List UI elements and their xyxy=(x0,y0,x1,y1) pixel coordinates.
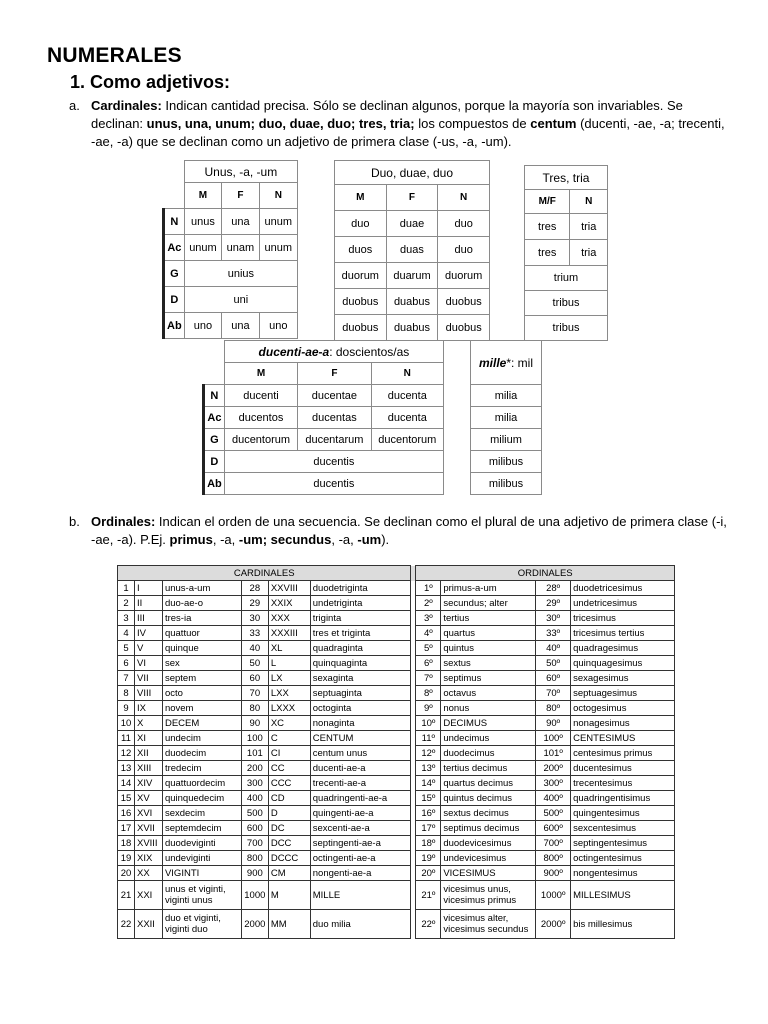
ordinales-label: Ordinales: xyxy=(91,514,156,529)
table-cell: nonaginta xyxy=(310,716,411,731)
table-cell: nongenti-ae-a xyxy=(310,866,411,881)
table-cell: duodetriginta xyxy=(310,581,411,596)
table-cell: 12 xyxy=(118,746,135,761)
table-cell: XVII xyxy=(134,821,162,836)
tres-declension-table: Tres, tria M/F N tres tria tres tria trium tribus tribus xyxy=(524,165,608,341)
table-row xyxy=(118,671,675,686)
table-cell: CM xyxy=(268,866,310,881)
table-row xyxy=(118,851,675,866)
cardinales-paragraph: a. Cardinales: Indican cantidad precisa. Sólo se declinan algunos, porque la mayoría son invariables. Se declinan: unus, una, unum; duo, duae, duo; tres, tria; los compuestos de centum (ducenti, -ae, -a; trecenti, -ae, -a) que se declinan como un adjetivo de primera clase (-us, -a, -um). xyxy=(69,98,725,149)
table-cell: 90º xyxy=(536,716,571,731)
table-cell: quinquedecim xyxy=(162,791,241,806)
table-cell: VIII xyxy=(134,686,162,701)
table-cell: X xyxy=(134,716,162,731)
table-cell: quingentesimus xyxy=(571,806,675,821)
table-cell: 16º xyxy=(416,806,441,821)
table-cell: quartus xyxy=(441,626,536,641)
table-cell: I xyxy=(134,581,162,596)
table-cell: sexaginta xyxy=(310,671,411,686)
table-cell: 60 xyxy=(241,671,268,686)
table-row xyxy=(118,656,675,671)
table-cell: XI xyxy=(134,731,162,746)
table-cell: CENTESIMUS xyxy=(571,731,675,746)
table-row: trium xyxy=(525,266,608,291)
table-row: N unus una unum xyxy=(164,209,298,235)
table-cell: quadragesimus xyxy=(571,641,675,656)
table-cell: ducentesimus xyxy=(571,761,675,776)
table-cell: nonagesimus xyxy=(571,716,675,731)
table-cell: 1000º xyxy=(536,881,571,910)
table-cell: septimus xyxy=(441,671,536,686)
table-cell: 700º xyxy=(536,836,571,851)
table-row xyxy=(118,701,675,716)
table-row xyxy=(118,836,675,851)
table-cell: undevicesimus xyxy=(441,851,536,866)
page-title: NUMERALES xyxy=(47,44,182,67)
table-cell: 33º xyxy=(536,626,571,641)
table-cell: 500 xyxy=(241,806,268,821)
table-cell: XXVIII xyxy=(268,581,310,596)
table-row: duorum duarum duorum xyxy=(335,263,490,289)
table-cell: XXX xyxy=(268,611,310,626)
table-cell: septingenti-ae-a xyxy=(310,836,411,851)
table-cell: undeviginti xyxy=(162,851,241,866)
table-row xyxy=(118,821,675,836)
table-cell: 4º xyxy=(416,626,441,641)
table-cell: 90 xyxy=(241,716,268,731)
table-cell: II xyxy=(134,596,162,611)
table-cell: 200 xyxy=(241,761,268,776)
table-cell: primus-a-um xyxy=(441,581,536,596)
table-cell: 600 xyxy=(241,821,268,836)
table-cell: septimus decimus xyxy=(441,821,536,836)
table-cell: 13 xyxy=(118,761,135,776)
table-cell: CD xyxy=(268,791,310,806)
table-cell: quintus decimus xyxy=(441,791,536,806)
table-cell: 21º xyxy=(416,881,441,910)
table-cell: MILLESIMUS xyxy=(571,881,675,910)
table-cell: tricesimus tertius xyxy=(571,626,675,641)
table-cell: quinque xyxy=(162,641,241,656)
table-cell: 60º xyxy=(536,671,571,686)
table-cell: 1 xyxy=(118,581,135,596)
table-cell: octingentesimus xyxy=(571,851,675,866)
table-row: G ducentorum ducentarum ducentorum xyxy=(204,429,444,451)
table-cell: XII xyxy=(134,746,162,761)
table-row: tres tria xyxy=(525,240,608,266)
table-cell: 800 xyxy=(241,851,268,866)
table-cell: sexcenti-ae-a xyxy=(310,821,411,836)
table-cell: DC xyxy=(268,821,310,836)
table-cell: centesimus primus xyxy=(571,746,675,761)
table-row: milibus xyxy=(471,473,542,495)
table-cell: 16 xyxy=(118,806,135,821)
table-cell: XX xyxy=(134,866,162,881)
table-row: duobus duabus duobus xyxy=(335,315,490,341)
table-row: duo duae duo xyxy=(335,211,490,237)
table-cell: 30 xyxy=(241,611,268,626)
table-cell: secundus; alter xyxy=(441,596,536,611)
table-cell: 70º xyxy=(536,686,571,701)
table-cell: 40 xyxy=(241,641,268,656)
table-cell: quingenti-ae-a xyxy=(310,806,411,821)
table-cell: quadringenti-ae-a xyxy=(310,791,411,806)
duo-declension-table: Duo, duae, duo M F N duo duae duo duos duas duo duorum duarum duorum duobus duabus duobus duobus duabus duobus xyxy=(334,160,490,341)
ducenti-declension-table: ducenti-ae-a: doscientos/as M F N N ducenti ducentae ducenta Ac ducentos ducentas ducenta G ducentorum ducentarum ducentorum D ducentis Ab ducentis xyxy=(202,340,444,495)
table-cell: septuagesimus xyxy=(571,686,675,701)
table-cell: octoginta xyxy=(310,701,411,716)
table-cell: 22 xyxy=(118,910,135,939)
table-cell: 22º xyxy=(416,910,441,939)
table-row xyxy=(118,791,675,806)
table-row xyxy=(118,910,675,939)
table-cell: novem xyxy=(162,701,241,716)
table-cell: unus et viginti, viginti unus xyxy=(162,881,241,910)
table-cell: vicesimus alter, vicesimus secundus xyxy=(441,910,536,939)
table-cell: LXXX xyxy=(268,701,310,716)
table-cell: duo-ae-o xyxy=(162,596,241,611)
table-row xyxy=(118,686,675,701)
list-marker-b: b. xyxy=(69,514,80,529)
table-cell: VICESIMUS xyxy=(441,866,536,881)
table-cell: tres et triginta xyxy=(310,626,411,641)
table-cell: III xyxy=(134,611,162,626)
table-cell: 12º xyxy=(416,746,441,761)
table-cell: 800º xyxy=(536,851,571,866)
table-cell: LXX xyxy=(268,686,310,701)
table-cell: sexdecim xyxy=(162,806,241,821)
table-cell: 100 xyxy=(241,731,268,746)
table-cell: VIGINTI xyxy=(162,866,241,881)
table-cell: 18 xyxy=(118,836,135,851)
table-cell: tertius xyxy=(441,611,536,626)
table-cell: XIX xyxy=(134,851,162,866)
table-cell: 2º xyxy=(416,596,441,611)
table-cell: duodevicesimus xyxy=(441,836,536,851)
unus-declension-table: Unus, -a, -um M F N N unus una unum Ac unum unam unum G unius D uni Ab uno una uno xyxy=(162,160,298,339)
table-cell: 6 xyxy=(118,656,135,671)
table-cell: 1º xyxy=(416,581,441,596)
table-cell: triginta xyxy=(310,611,411,626)
table-cell: XVI xyxy=(134,806,162,821)
list-marker-a: a. xyxy=(69,98,80,113)
numerals-table xyxy=(117,565,675,939)
table-cell: XXI xyxy=(134,881,162,910)
table-cell: 80º xyxy=(536,701,571,716)
table-cell: 20 xyxy=(118,866,135,881)
table-cell: duo et viginti, viginti duo xyxy=(162,910,241,939)
table-cell: 101º xyxy=(536,746,571,761)
table-cell: MILLE xyxy=(310,881,411,910)
table-cell: XXIX xyxy=(268,596,310,611)
table-cell: LX xyxy=(268,671,310,686)
table-cell: IX xyxy=(134,701,162,716)
table-cell: 900º xyxy=(536,866,571,881)
table-cell: 2000º xyxy=(536,910,571,939)
table-cell: quadraginta xyxy=(310,641,411,656)
table-cell: 17 xyxy=(118,821,135,836)
table-cell: tricesimus xyxy=(571,611,675,626)
table-cell: 13º xyxy=(416,761,441,776)
table-cell: octo xyxy=(162,686,241,701)
table-cell: septem xyxy=(162,671,241,686)
table-row: D uni xyxy=(164,287,298,313)
table-cell: XV xyxy=(134,791,162,806)
table-cell: 400º xyxy=(536,791,571,806)
table-cell: sexcentesimus xyxy=(571,821,675,836)
table-cell: nongentesimus xyxy=(571,866,675,881)
table-cell: duodeviginti xyxy=(162,836,241,851)
table-row: milibus xyxy=(471,451,542,473)
table-cell: 500º xyxy=(536,806,571,821)
table-cell: D xyxy=(268,806,310,821)
table-cell: trecentesimus xyxy=(571,776,675,791)
table-row xyxy=(118,611,675,626)
table-row xyxy=(118,731,675,746)
table-cell: VI xyxy=(134,656,162,671)
table-cell: 8º xyxy=(416,686,441,701)
table-row: tres tria xyxy=(525,214,608,240)
table-cell: XXXIII xyxy=(268,626,310,641)
table-cell: sextus xyxy=(441,656,536,671)
table-cell: octingenti-ae-a xyxy=(310,851,411,866)
table-cell: quinquaginta xyxy=(310,656,411,671)
table-row xyxy=(118,806,675,821)
table-row xyxy=(118,641,675,656)
table-cell: CENTUM xyxy=(310,731,411,746)
table-cell: 21 xyxy=(118,881,135,910)
table-cell: quinquagesimus xyxy=(571,656,675,671)
table-cell: octogesimus xyxy=(571,701,675,716)
table-cell: tres-ia xyxy=(162,611,241,626)
table-cell: duodecimus xyxy=(441,746,536,761)
table-cell: DECIMUS xyxy=(441,716,536,731)
table-row: Ab ducentis xyxy=(204,473,444,495)
table-cell: 33 xyxy=(241,626,268,641)
table-row: Ac ducentos ducentas ducenta xyxy=(204,407,444,429)
table-row xyxy=(118,626,675,641)
table-row: Ab uno una uno xyxy=(164,313,298,339)
table-cell: CCC xyxy=(268,776,310,791)
table-cell: sextus decimus xyxy=(441,806,536,821)
table-cell: 300º xyxy=(536,776,571,791)
table-cell: 101 xyxy=(241,746,268,761)
table-row xyxy=(118,746,675,761)
table-cell: 40º xyxy=(536,641,571,656)
table-cell: 9º xyxy=(416,701,441,716)
table-cell: DCC xyxy=(268,836,310,851)
table-cell: 400 xyxy=(241,791,268,806)
table-cell: 3 xyxy=(118,611,135,626)
table-cell: tertius decimus xyxy=(441,761,536,776)
table-cell: tredecim xyxy=(162,761,241,776)
table-cell: 50 xyxy=(241,656,268,671)
table-cell: 700 xyxy=(241,836,268,851)
table-row: milium xyxy=(471,429,542,451)
table-row: N ducenti ducentae ducenta xyxy=(204,385,444,407)
table-cell: 300 xyxy=(241,776,268,791)
table-cell: quintus xyxy=(441,641,536,656)
table-row: duobus duabus duobus xyxy=(335,289,490,315)
table-cell: septuaginta xyxy=(310,686,411,701)
table-cell: 5 xyxy=(118,641,135,656)
table-cell: 19 xyxy=(118,851,135,866)
table-cell: 600º xyxy=(536,821,571,836)
table-cell: MM xyxy=(268,910,310,939)
table-cell: 9 xyxy=(118,701,135,716)
table-cell: 50º xyxy=(536,656,571,671)
cardinales-label: Cardinales: xyxy=(91,98,162,113)
table-row: milia xyxy=(471,385,542,407)
table-cell: XIII xyxy=(134,761,162,776)
table-cell: nonus xyxy=(441,701,536,716)
table-row xyxy=(118,866,675,881)
table-row: tribus xyxy=(525,316,608,341)
table-row: Ac unum unam unum xyxy=(164,235,298,261)
table-cell: XL xyxy=(268,641,310,656)
table-cell: 17º xyxy=(416,821,441,836)
table-cell: undetricesimus xyxy=(571,596,675,611)
table-row xyxy=(118,596,675,611)
table-cell: quattuor xyxy=(162,626,241,641)
table-cell: bis millesimus xyxy=(571,910,675,939)
table-cell: M xyxy=(268,881,310,910)
table-cell: duo milia xyxy=(310,910,411,939)
table-cell: 11 xyxy=(118,731,135,746)
table-cell: 10 xyxy=(118,716,135,731)
table-cell: 5º xyxy=(416,641,441,656)
table-cell: XIV xyxy=(134,776,162,791)
table-cell: 30º xyxy=(536,611,571,626)
table-row xyxy=(118,716,675,731)
table-cell: 14 xyxy=(118,776,135,791)
table-cell: C xyxy=(268,731,310,746)
table-cell: duodetricesimus xyxy=(571,581,675,596)
mille-declension-table: mille*: mil milia milia milium milibus milibus xyxy=(470,340,542,495)
table-row: milia xyxy=(471,407,542,429)
table-cell: 19º xyxy=(416,851,441,866)
table-cell: 2000 xyxy=(241,910,268,939)
table-cell: 28º xyxy=(536,581,571,596)
table-cell: undecim xyxy=(162,731,241,746)
table-cell: 8 xyxy=(118,686,135,701)
cardinales-header: CARDINALES xyxy=(118,566,411,581)
table-cell: unus-a-um xyxy=(162,581,241,596)
table-cell: DECEM xyxy=(162,716,241,731)
table-cell: septemdecim xyxy=(162,821,241,836)
table-cell: 7º xyxy=(416,671,441,686)
table-cell: quattuordecim xyxy=(162,776,241,791)
table-cell: duodecim xyxy=(162,746,241,761)
table-cell: 900 xyxy=(241,866,268,881)
table-cell: 1000 xyxy=(241,881,268,910)
table-cell: 200º xyxy=(536,761,571,776)
table-row xyxy=(118,761,675,776)
table-cell: 29º xyxy=(536,596,571,611)
table-cell: XC xyxy=(268,716,310,731)
table-cell: ducenti-ae-a xyxy=(310,761,411,776)
table-row: D ducentis xyxy=(204,451,444,473)
section-heading: 1. Como adjetivos: xyxy=(70,72,231,92)
table-cell: 2 xyxy=(118,596,135,611)
table-row: duos duas duo xyxy=(335,237,490,263)
table-row xyxy=(118,776,675,791)
table-cell: IV xyxy=(134,626,162,641)
table-cell: 20º xyxy=(416,866,441,881)
table-cell: VII xyxy=(134,671,162,686)
table-row xyxy=(118,581,675,596)
table-cell: septingentesimus xyxy=(571,836,675,851)
table-cell: 15º xyxy=(416,791,441,806)
table-cell: CC xyxy=(268,761,310,776)
table-cell: quadringentisimus xyxy=(571,791,675,806)
table-row: G unius xyxy=(164,261,298,287)
table-cell: 29 xyxy=(241,596,268,611)
table-cell: V xyxy=(134,641,162,656)
table-cell: 3º xyxy=(416,611,441,626)
table-cell: 15 xyxy=(118,791,135,806)
table-cell: 18º xyxy=(416,836,441,851)
ordinales-header: ORDINALES xyxy=(416,566,675,581)
table-cell: centum unus xyxy=(310,746,411,761)
table-cell: XVIII xyxy=(134,836,162,851)
table-cell: 100º xyxy=(536,731,571,746)
table-cell: 6º xyxy=(416,656,441,671)
table-cell: octavus xyxy=(441,686,536,701)
table-row xyxy=(118,881,675,910)
table-cell: sex xyxy=(162,656,241,671)
table-cell: sexagesimus xyxy=(571,671,675,686)
table-cell: 7 xyxy=(118,671,135,686)
table-cell: 11º xyxy=(416,731,441,746)
table-cell: L xyxy=(268,656,310,671)
table-row: tribus xyxy=(525,291,608,316)
table-cell: 80 xyxy=(241,701,268,716)
table-cell: trecenti-ae-a xyxy=(310,776,411,791)
table-cell: undecimus xyxy=(441,731,536,746)
table-cell: 10º xyxy=(416,716,441,731)
table-cell: 28 xyxy=(241,581,268,596)
table-cell: 4 xyxy=(118,626,135,641)
table-cell: 14º xyxy=(416,776,441,791)
ordinales-paragraph: b. Ordinales: Indican el orden de una secuencia. Se declinan como el plural de una adjetivo de primera clase (-i, -ae, -a). P.Ej. primus, -a, -um; secundus, -a, -um). xyxy=(69,514,727,547)
table-cell: quartus decimus xyxy=(441,776,536,791)
table-cell: DCCC xyxy=(268,851,310,866)
table-cell: undetriginta xyxy=(310,596,411,611)
table-cell: CI xyxy=(268,746,310,761)
table-cell: XXII xyxy=(134,910,162,939)
table-cell: vicesimus unus, vicesimus primus xyxy=(441,881,536,910)
table-cell: 70 xyxy=(241,686,268,701)
